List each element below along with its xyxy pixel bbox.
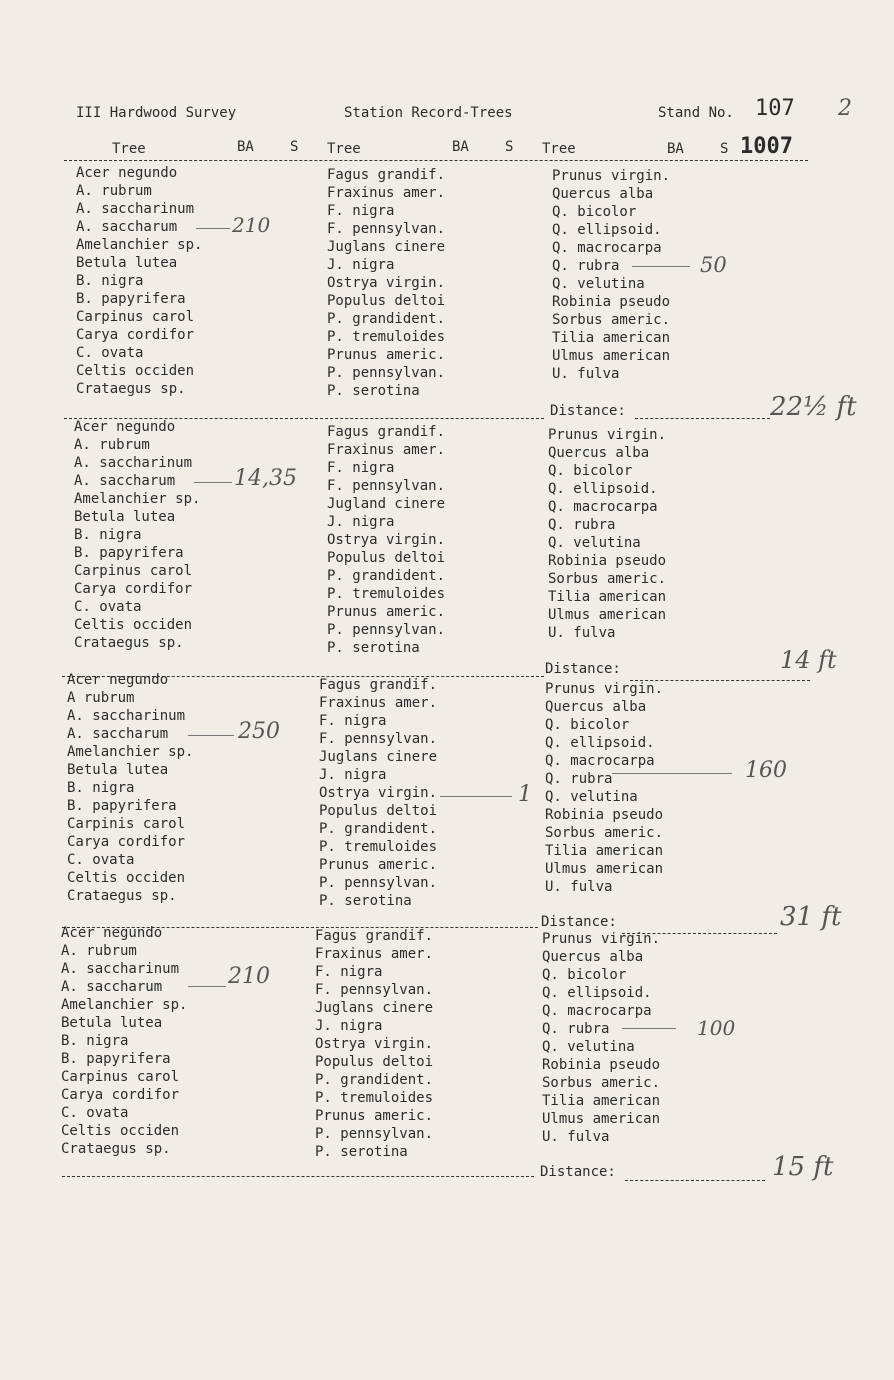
- block-divider: [625, 1180, 765, 1181]
- species-entry: Betula lutea: [76, 255, 178, 271]
- block3-col2: [319, 676, 437, 910]
- ba-note: 210: [232, 213, 271, 237]
- species-entry: Prunus americ.: [327, 604, 446, 620]
- block2-col3: [548, 426, 666, 642]
- species-entry: A rubrum: [67, 690, 135, 706]
- species-entry: F. pennsylvan.: [327, 221, 446, 237]
- species-entry: U. fulva: [545, 879, 613, 895]
- stand-label: Stand No.: [658, 105, 734, 121]
- species-entry: Sorbus americ.: [542, 1075, 661, 1091]
- distance-value: 15 ft: [772, 1152, 834, 1182]
- species-entry: Q. velutina: [545, 789, 638, 805]
- species-entry: Q. ellipsoid.: [552, 222, 662, 238]
- species-entry: Robinia pseudo: [542, 1057, 661, 1073]
- species-entry: Q. rubra: [542, 1021, 610, 1037]
- species-entry: A. rubrum: [74, 437, 150, 453]
- species-entry: B. nigra: [76, 273, 144, 289]
- col-tree-1: Tree: [112, 141, 146, 157]
- species-entry: Ulmus american: [545, 861, 664, 877]
- species-entry: Ulmus american: [542, 1111, 661, 1127]
- species-entry: Carya cordifor: [61, 1087, 180, 1103]
- species-entry: J. nigra: [327, 514, 395, 530]
- ba-note: 50: [700, 253, 727, 277]
- distance-label: Distance:: [550, 403, 626, 419]
- species-entry: Betula lutea: [67, 762, 169, 778]
- species-entry: Robinia pseudo: [548, 553, 667, 569]
- species-entry: P. pennsylvan.: [327, 622, 446, 638]
- note-leader: [632, 266, 690, 267]
- species-entry: U. fulva: [552, 366, 620, 382]
- species-entry: Q. velutina: [542, 1039, 635, 1055]
- block4-col3: [542, 930, 660, 1146]
- species-entry: C. ovata: [74, 599, 142, 615]
- col-tree-3: Tree: [542, 141, 576, 157]
- distance-label: Distance:: [545, 661, 621, 677]
- note-leader: [622, 1028, 676, 1029]
- species-entry: Fagus grandif.: [315, 928, 434, 944]
- species-entry: U. fulva: [548, 625, 616, 641]
- species-entry: P. pennsylvan.: [315, 1126, 434, 1142]
- block-divider: [635, 418, 770, 419]
- species-entry: Fraxinus amer.: [327, 442, 446, 458]
- ba-note: 160: [745, 758, 787, 783]
- species-entry: P. grandident.: [315, 1072, 434, 1088]
- species-entry: Fraxinus amer.: [327, 185, 446, 201]
- note-leader: [440, 796, 512, 797]
- ba-note: 210: [228, 964, 270, 989]
- species-entry: Juglans cinere: [315, 1000, 434, 1016]
- distance-label: Distance:: [541, 914, 617, 930]
- species-entry: Carya cordifor: [74, 581, 193, 597]
- species-entry: Populus deltoi: [319, 803, 438, 819]
- note-leader: [194, 482, 232, 483]
- species-entry: Betula lutea: [61, 1015, 163, 1031]
- species-entry: P. tremuloides: [315, 1090, 434, 1106]
- species-entry: Fagus grandif.: [327, 424, 446, 440]
- species-entry: Carya cordifor: [67, 834, 186, 850]
- species-entry: B. papyrifera: [76, 291, 186, 307]
- species-entry: Fraxinus amer.: [319, 695, 438, 711]
- species-entry: J. nigra: [319, 767, 387, 783]
- species-entry: P. grandident.: [327, 311, 446, 327]
- species-entry: J. nigra: [327, 257, 395, 273]
- species-entry: Quercus alba: [548, 445, 650, 461]
- species-entry: Celtis occiden: [61, 1123, 180, 1139]
- species-entry: Q. bicolor: [552, 204, 637, 220]
- species-entry: P. grandident.: [327, 568, 446, 584]
- col-ba-2: BA: [452, 139, 469, 155]
- species-entry: C. ovata: [76, 345, 144, 361]
- species-entry: Q. bicolor: [545, 717, 630, 733]
- species-entry: B. papyrifera: [61, 1051, 171, 1067]
- species-entry: Robinia pseudo: [545, 807, 664, 823]
- species-entry: Crataegus sp.: [67, 888, 177, 904]
- species-entry: Crataegus sp.: [76, 381, 186, 397]
- species-entry: Q. macrocarpa: [552, 240, 662, 256]
- species-entry: P. serotina: [315, 1144, 408, 1160]
- species-entry: P. grandident.: [319, 821, 438, 837]
- distance-value: 31 ft: [780, 902, 842, 932]
- species-entry: Populus deltoi: [327, 293, 446, 309]
- species-entry: Q. ellipsoid.: [548, 481, 658, 497]
- species-entry: A. saccharum: [74, 473, 176, 489]
- species-entry: Amelanchier sp.: [76, 237, 203, 253]
- species-entry: Carpinus carol: [61, 1069, 180, 1085]
- ba-note: 100: [697, 1016, 736, 1040]
- species-entry: Sorbus americ.: [545, 825, 664, 841]
- species-entry: A. saccharinum: [76, 201, 195, 217]
- species-entry: Quercus alba: [552, 186, 654, 202]
- species-entry: P. tremuloides: [327, 586, 446, 602]
- species-entry: Prunus virgin.: [545, 681, 664, 697]
- block1-col2: [327, 166, 445, 400]
- block2-col1: [74, 418, 200, 652]
- block1-col1: [76, 164, 202, 398]
- species-entry: F. nigra: [327, 460, 395, 476]
- species-entry: A. saccharum: [67, 726, 169, 742]
- species-entry: Quercus alba: [545, 699, 647, 715]
- distance-value: 14 ft: [780, 646, 837, 674]
- species-entry: A. saccharinum: [67, 708, 186, 724]
- distance-label: Distance:: [540, 1164, 616, 1180]
- species-entry: Q. macrocarpa: [542, 1003, 652, 1019]
- species-entry: Celtis occiden: [76, 363, 195, 379]
- species-entry: P. pennsylvan.: [319, 875, 438, 891]
- species-entry: Tilia american: [548, 589, 667, 605]
- species-entry: B. nigra: [61, 1033, 129, 1049]
- species-entry: Sorbus americ.: [552, 312, 671, 328]
- species-entry: C. ovata: [67, 852, 135, 868]
- species-entry: Fagus grandif.: [319, 677, 438, 693]
- ba-note: 250: [238, 719, 280, 744]
- species-entry: Quercus alba: [542, 949, 644, 965]
- species-entry: A. rubrum: [76, 183, 152, 199]
- ba-note: 1: [518, 782, 532, 807]
- species-entry: Q. bicolor: [542, 967, 627, 983]
- species-entry: Amelanchier sp.: [67, 744, 194, 760]
- species-entry: Q. rubra: [545, 771, 613, 787]
- species-entry: Juglans cinere: [327, 239, 446, 255]
- species-entry: Ostrya virgin.: [327, 275, 446, 291]
- species-entry: Q. rubra: [548, 517, 616, 533]
- species-entry: Q. ellipsoid.: [542, 985, 652, 1001]
- species-entry: P. pennsylvan.: [327, 365, 446, 381]
- ba-note: 14,35: [234, 466, 297, 491]
- col-tree-2: Tree: [327, 141, 361, 157]
- species-entry: Populus deltoi: [327, 550, 446, 566]
- species-entry: A. saccharinum: [61, 961, 180, 977]
- record-title: Station Record-Trees: [344, 105, 513, 121]
- species-entry: Q. rubra: [552, 258, 620, 274]
- species-entry: Acer negundo: [74, 419, 176, 435]
- block2-col2: [327, 423, 445, 657]
- species-entry: F. nigra: [327, 203, 395, 219]
- species-entry: Jugland cinere: [327, 496, 446, 512]
- species-entry: A. saccharum: [61, 979, 163, 995]
- species-entry: Amelanchier sp.: [61, 997, 188, 1013]
- species-entry: Prunus americ.: [327, 347, 446, 363]
- species-entry: B. papyrifera: [67, 798, 177, 814]
- species-entry: Ulmus american: [548, 607, 667, 623]
- block4-col1: [61, 924, 187, 1158]
- species-entry: J. nigra: [315, 1018, 383, 1034]
- species-entry: Q. ellipsoid.: [545, 735, 655, 751]
- species-entry: Prunus americ.: [319, 857, 438, 873]
- header-divider: [64, 160, 808, 161]
- species-entry: Celtis occiden: [67, 870, 186, 886]
- species-entry: Ulmus american: [552, 348, 671, 364]
- species-entry: P. tremuloides: [319, 839, 438, 855]
- species-entry: Amelanchier sp.: [74, 491, 201, 507]
- species-entry: Tilia american: [542, 1093, 661, 1109]
- species-entry: Q. bicolor: [548, 463, 633, 479]
- species-entry: C. ovata: [61, 1105, 129, 1121]
- block3-col3: [545, 680, 663, 896]
- species-entry: F. nigra: [315, 964, 383, 980]
- species-entry: Q. macrocarpa: [545, 753, 655, 769]
- block3-col1: [67, 671, 193, 905]
- species-entry: A. rubrum: [61, 943, 137, 959]
- stand-alt-number: 1007: [740, 134, 793, 159]
- species-entry: Acer negundo: [76, 165, 178, 181]
- species-entry: Q. velutina: [552, 276, 645, 292]
- note-leader: [188, 735, 234, 736]
- col-s-2: S: [505, 139, 514, 155]
- species-entry: Tilia american: [552, 330, 671, 346]
- col-ba-1: BA: [237, 139, 254, 155]
- note-leader: [196, 228, 230, 229]
- species-entry: Betula lutea: [74, 509, 176, 525]
- species-entry: Prunus virgin.: [542, 931, 661, 947]
- species-entry: Sorbus americ.: [548, 571, 667, 587]
- species-entry: A. saccharum: [76, 219, 178, 235]
- species-entry: Populus deltoi: [315, 1054, 434, 1070]
- species-entry: A. saccharinum: [74, 455, 193, 471]
- species-entry: Carpinus carol: [76, 309, 195, 325]
- note-leader: [188, 986, 226, 987]
- species-entry: U. fulva: [542, 1129, 610, 1145]
- species-entry: F. pennsylvan.: [319, 731, 438, 747]
- species-entry: Ostrya virgin.: [319, 785, 438, 801]
- species-entry: F. nigra: [319, 713, 387, 729]
- species-entry: Q. velutina: [548, 535, 641, 551]
- species-entry: Ostrya virgin.: [327, 532, 446, 548]
- block4-col2: [315, 927, 433, 1161]
- species-entry: Robinia pseudo: [552, 294, 671, 310]
- col-s-1: S: [290, 139, 299, 155]
- species-entry: Prunus americ.: [315, 1108, 434, 1124]
- block-divider: [62, 1176, 534, 1177]
- species-entry: P. tremuloides: [327, 329, 446, 345]
- species-entry: B. papyrifera: [74, 545, 184, 561]
- species-entry: Fagus grandif.: [327, 167, 446, 183]
- species-entry: Tilia american: [545, 843, 664, 859]
- stand-number: 107: [755, 96, 795, 121]
- species-entry: B. nigra: [67, 780, 135, 796]
- species-entry: Prunus virgin.: [548, 427, 667, 443]
- species-entry: F. pennsylvan.: [327, 478, 446, 494]
- distance-value: 22½ ft: [770, 392, 857, 422]
- species-entry: Carpinus carol: [74, 563, 193, 579]
- species-entry: F. pennsylvan.: [315, 982, 434, 998]
- col-s-3: S: [720, 141, 729, 157]
- species-entry: Carya cordifor: [76, 327, 195, 343]
- block1-col3: [552, 167, 670, 383]
- species-entry: Prunus virgin.: [552, 168, 671, 184]
- species-entry: P. serotina: [319, 893, 412, 909]
- species-entry: Celtis occiden: [74, 617, 193, 633]
- species-entry: P. serotina: [327, 383, 420, 399]
- note-leader: [612, 773, 732, 774]
- survey-title: III Hardwood Survey: [76, 105, 237, 121]
- species-entry: Fraxinus amer.: [315, 946, 434, 962]
- species-entry: B. nigra: [74, 527, 142, 543]
- species-entry: Ostrya virgin.: [315, 1036, 434, 1052]
- species-entry: Acer negundo: [67, 672, 169, 688]
- species-entry: Q. macrocarpa: [548, 499, 658, 515]
- col-ba-3: BA: [667, 141, 684, 157]
- species-entry: Crataegus sp.: [74, 635, 184, 651]
- species-entry: Acer negundo: [61, 925, 163, 941]
- species-entry: Juglans cinere: [319, 749, 438, 765]
- species-entry: Crataegus sp.: [61, 1141, 171, 1157]
- stand-hand-note: 2: [838, 96, 852, 121]
- species-entry: P. serotina: [327, 640, 420, 656]
- species-entry: Carpinis carol: [67, 816, 186, 832]
